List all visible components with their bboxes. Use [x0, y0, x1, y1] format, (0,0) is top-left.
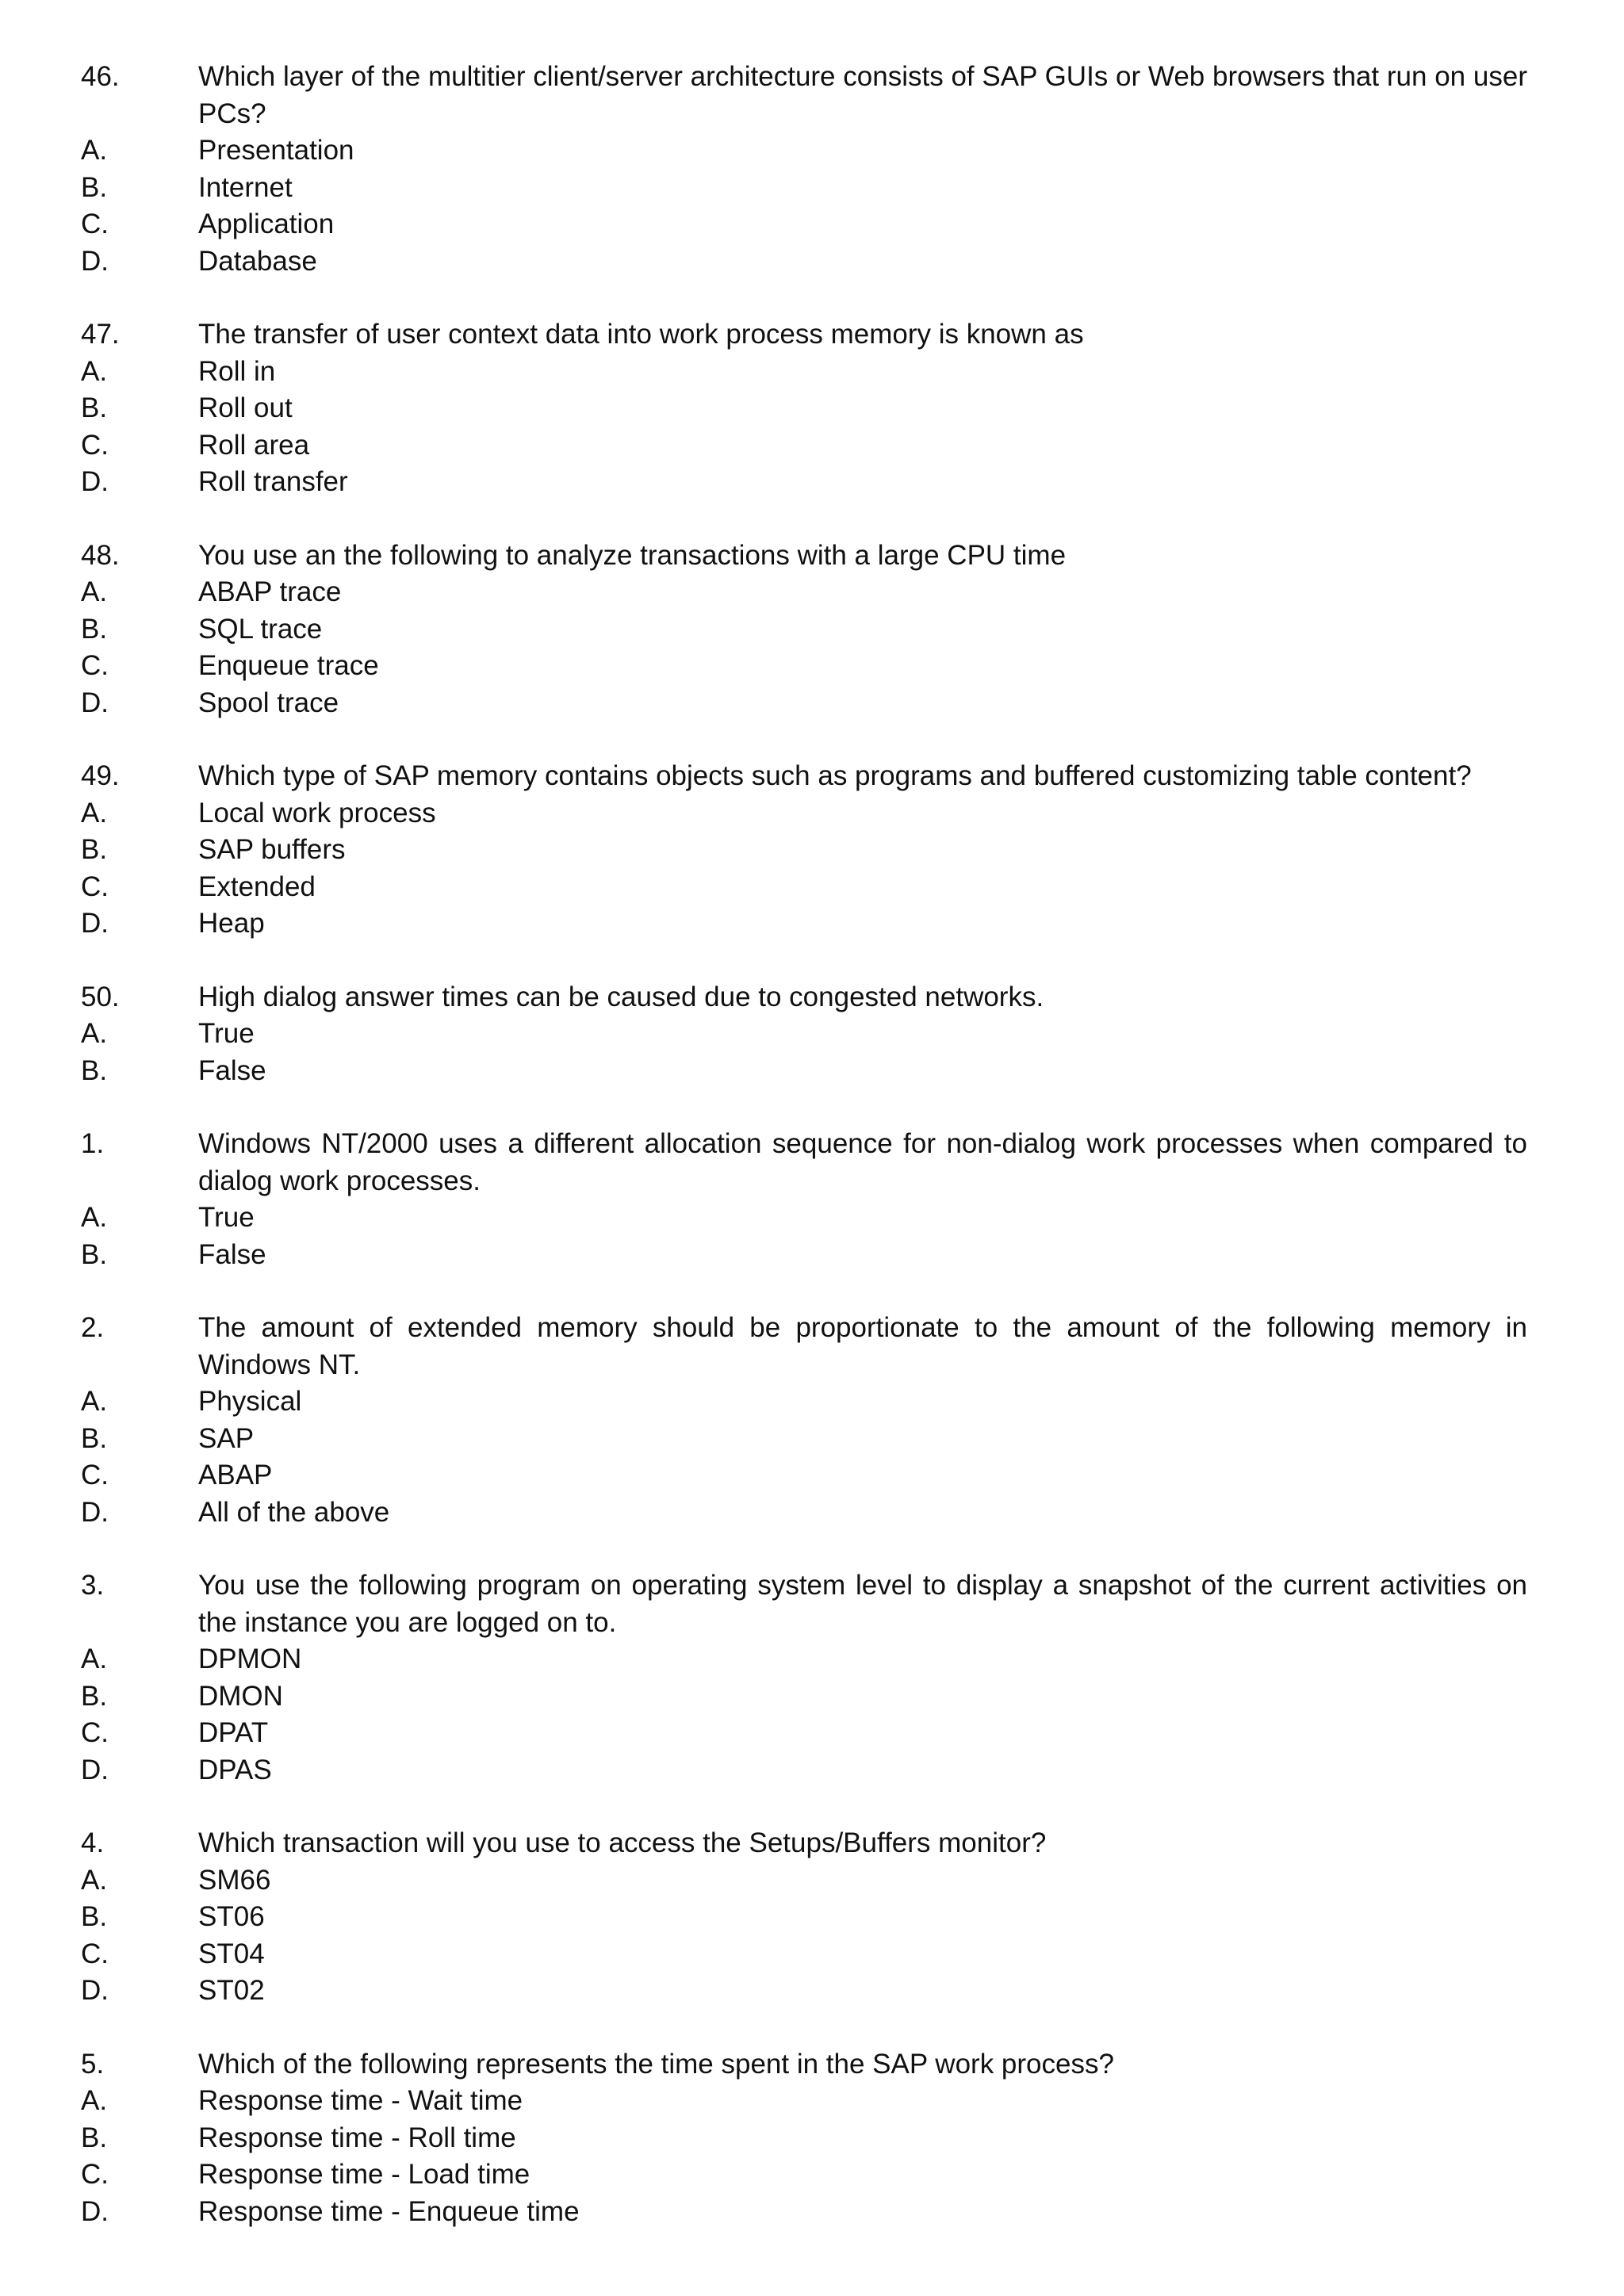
question-row: [81, 316, 1527, 354]
option-letter: B.: [81, 2122, 108, 2153]
question-text: Which type of SAP memory contains objects such as programs and buffered customizing table content?: [198, 760, 1472, 791]
option-letter: B.: [81, 613, 108, 645]
answer-option: [81, 832, 1527, 869]
question-block: [81, 538, 1527, 722]
answer-option: [81, 905, 1527, 943]
option-letter: D.: [81, 466, 109, 497]
option-text: False: [198, 1238, 266, 1270]
answer-option: [81, 1715, 1527, 1752]
answer-option: [81, 1973, 1527, 2010]
option-letter: A.: [81, 797, 108, 828]
question-text: The transfer of user context data into work process memory is known as: [198, 319, 1084, 350]
answer-option: [81, 354, 1527, 391]
question-block: [81, 2046, 1527, 2231]
answer-option: [81, 427, 1527, 465]
question-text: High dialog answer times can be caused due to congested networks.: [198, 981, 1044, 1012]
question-text: The amount of extended memory should be proportionate to the amount of the following memory in Windows NT.: [198, 1312, 1527, 1380]
answer-option: [81, 1016, 1527, 1053]
answer-option: [81, 243, 1527, 281]
option-text: Roll area: [198, 429, 310, 461]
option-letter: C.: [81, 209, 109, 239]
answer-option: [81, 2194, 1527, 2231]
answer-option: [81, 795, 1527, 832]
option-letter: C.: [81, 1460, 109, 1490]
option-letter: D.: [81, 908, 109, 939]
option-text: Heap: [198, 908, 265, 939]
option-letter: B.: [81, 1901, 108, 1932]
answer-option: [81, 685, 1527, 722]
answer-option: [81, 2120, 1527, 2157]
answer-option: [81, 1862, 1527, 1900]
question-text: Which transaction will you use to access the Setups/Buffers monitor?: [198, 1827, 1047, 1858]
answer-option: [81, 648, 1527, 685]
option-letter: D.: [81, 1496, 109, 1528]
answer-option: [81, 1752, 1527, 1789]
option-text: Database: [198, 245, 317, 277]
option-text: Extended: [198, 871, 316, 902]
question-number: 1.: [81, 1128, 105, 1159]
option-text: Internet: [198, 171, 293, 203]
answer-option: [81, 390, 1527, 427]
option-text: Roll transfer: [198, 466, 348, 497]
option-letter: D.: [81, 2195, 109, 2227]
question-row: [81, 1567, 1527, 1641]
question-number: 5.: [81, 2048, 105, 2080]
answer-option: [81, 132, 1527, 170]
option-text: DPAS: [198, 1754, 272, 1785]
option-letter: C.: [81, 650, 109, 681]
answer-option: [81, 574, 1527, 611]
question-block: [81, 316, 1527, 501]
question-list: [81, 59, 1527, 2267]
question-number: 49.: [81, 760, 120, 791]
option-letter: A.: [81, 2085, 108, 2116]
option-text: Response time - Roll time: [198, 2122, 516, 2153]
option-letter: C.: [81, 1938, 109, 1969]
option-text: Local work process: [198, 797, 436, 828]
option-text: Response time - Wait time: [198, 2085, 523, 2116]
option-letter: B.: [81, 1238, 108, 1270]
answer-option: [81, 1237, 1527, 1274]
question-row: [81, 59, 1527, 132]
option-text: ABAP: [198, 1460, 273, 1490]
option-letter: A.: [81, 1864, 108, 1896]
option-text: DPMON: [198, 1644, 302, 1674]
question-text: Windows NT/2000 uses a different allocation sequence for non-dialog work processes when compared to dialog work processes.: [198, 1128, 1527, 1196]
option-text: ST06: [198, 1901, 265, 1932]
option-letter: A.: [81, 576, 108, 607]
answer-option: [81, 1053, 1527, 1090]
question-number: 2.: [81, 1312, 105, 1343]
answer-option: [81, 869, 1527, 906]
option-text: True: [198, 1202, 255, 1233]
question-row: [81, 979, 1527, 1016]
answer-option: [81, 2156, 1527, 2194]
question-row: [81, 2046, 1527, 2084]
option-text: Presentation: [198, 135, 354, 166]
option-letter: C.: [81, 871, 109, 902]
question-row: [81, 1310, 1527, 1383]
question-text: You use an the following to analyze transactions with a large CPU time: [198, 539, 1067, 571]
option-letter: B.: [81, 834, 108, 865]
answer-option: [81, 206, 1527, 243]
question-text: Which layer of the multitier client/server architecture consists of SAP GUIs or Web browsers that run on user PCs?: [198, 61, 1527, 129]
answer-option: [81, 1457, 1527, 1494]
question-row: [81, 1126, 1527, 1200]
question-block: [81, 979, 1527, 1090]
answer-option: [81, 1936, 1527, 1973]
question-row: [81, 1825, 1527, 1862]
option-letter: A.: [81, 1202, 108, 1233]
option-text: SM66: [198, 1864, 271, 1896]
option-text: Response time - Load time: [198, 2159, 530, 2190]
option-letter: D.: [81, 687, 109, 718]
option-letter: B.: [81, 1680, 108, 1712]
answer-option: [81, 1383, 1527, 1421]
option-letter: D.: [81, 1754, 109, 1785]
answer-option: [81, 1494, 1527, 1532]
option-text: Physical: [198, 1386, 302, 1417]
question-text: You use the following program on operating system level to display a snapshot of the current activities on the instance you are logged on to.: [198, 1570, 1527, 1638]
option-text: Enqueue trace: [198, 650, 379, 681]
option-letter: B.: [81, 392, 108, 423]
option-letter: A.: [81, 1644, 108, 1674]
option-text: SAP buffers: [198, 834, 346, 865]
option-text: ABAP trace: [198, 576, 342, 607]
option-text: Response time - Enqueue time: [198, 2195, 580, 2227]
option-text: SAP: [198, 1422, 255, 1454]
option-letter: D.: [81, 245, 109, 277]
option-text: ST02: [198, 1975, 265, 2006]
option-letter: A.: [81, 1386, 108, 1417]
question-block: [81, 1310, 1527, 1531]
question-row: [81, 538, 1527, 575]
option-text: ST04: [198, 1938, 265, 1969]
question-block: [81, 758, 1527, 943]
option-text: Roll in: [198, 355, 276, 387]
answer-option: [81, 170, 1527, 207]
option-letter: C.: [81, 429, 109, 461]
option-letter: B.: [81, 171, 108, 203]
option-letter: A.: [81, 355, 108, 387]
question-number: 47.: [81, 319, 120, 350]
option-text: True: [198, 1018, 255, 1049]
answer-option: [81, 1200, 1527, 1237]
answer-option: [81, 1899, 1527, 1936]
option-text: Roll out: [198, 392, 293, 423]
answer-option: [81, 1641, 1527, 1678]
question-number: 48.: [81, 539, 120, 571]
option-text: SQL trace: [198, 613, 323, 645]
option-letter: A.: [81, 1018, 108, 1049]
question-block: [81, 1567, 1527, 1789]
question-number: 3.: [81, 1570, 105, 1601]
option-letter: C.: [81, 1717, 109, 1748]
answer-option: [81, 1421, 1527, 1458]
option-letter: B.: [81, 1054, 108, 1086]
option-text: All of the above: [198, 1496, 390, 1528]
option-text: DMON: [198, 1680, 283, 1712]
option-text: False: [198, 1054, 266, 1086]
answer-option: [81, 2083, 1527, 2120]
question-number: 46.: [81, 61, 120, 92]
question-block: [81, 1825, 1527, 2010]
question-row: [81, 758, 1527, 795]
option-letter: A.: [81, 135, 108, 166]
question-number: 50.: [81, 981, 120, 1012]
question-block: [81, 59, 1527, 280]
option-text: Spool trace: [198, 687, 339, 718]
option-letter: C.: [81, 2159, 109, 2190]
answer-option: [81, 464, 1527, 501]
option-text: DPAT: [198, 1717, 269, 1748]
question-block: [81, 1126, 1527, 1273]
question-text: Which of the following represents the time spent in the SAP work process?: [198, 2048, 1114, 2080]
option-text: Application: [198, 209, 335, 239]
answer-option: [81, 611, 1527, 649]
option-letter: B.: [81, 1422, 108, 1454]
question-number: 4.: [81, 1827, 105, 1858]
option-letter: D.: [81, 1975, 109, 2006]
answer-option: [81, 1678, 1527, 1716]
